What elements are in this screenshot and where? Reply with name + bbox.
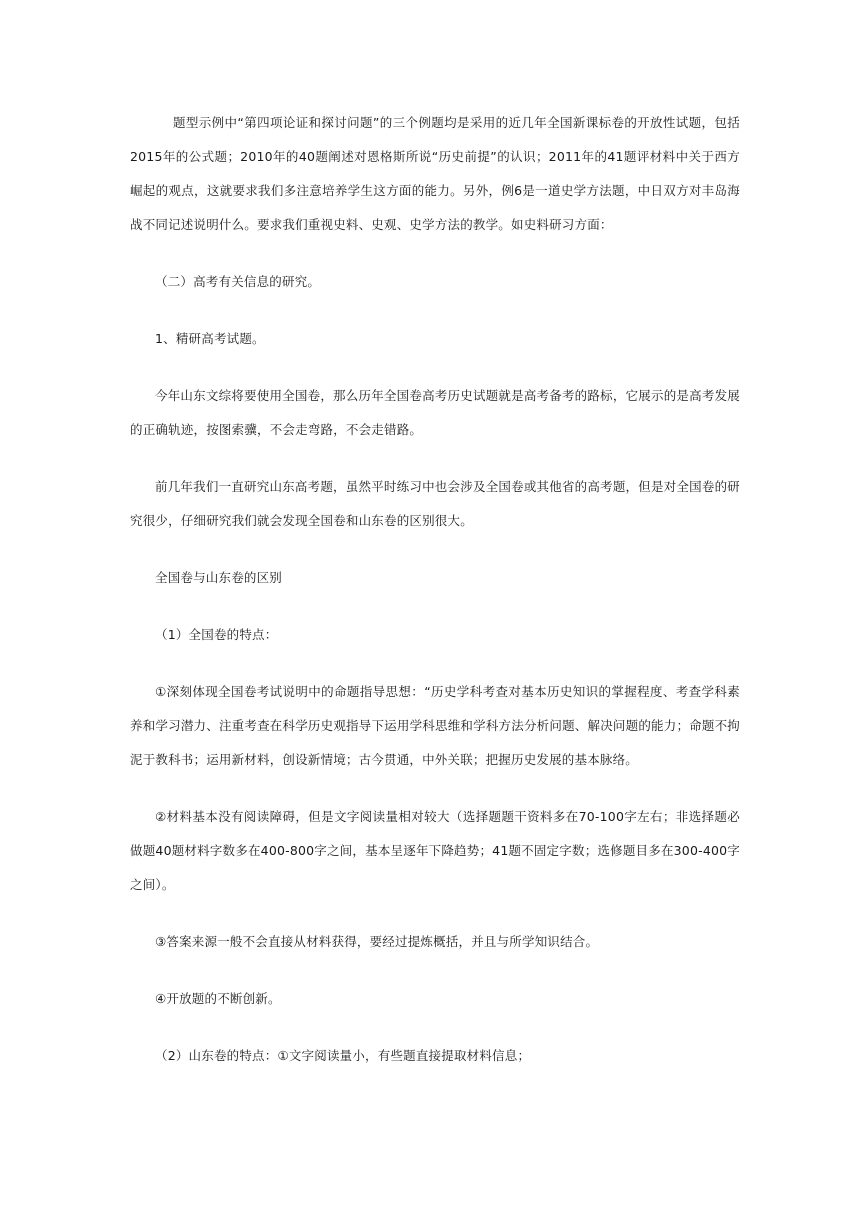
heading-item-one: 1、精研高考试题。	[155, 331, 265, 346]
paragraph-feature-two: ②材料基本没有阅读障碍，但是文字阅读量相对较大（选择题题干资料多在70-100字左右；非选择题必做题40题材料字数多在400-800字之间，基本呈逐年下降趋势；41题不固定字数；选修题目多在300-400字之间）。	[130, 809, 740, 892]
document-body	[130, 106, 740, 1073]
heading-section-two: （二）高考有关信息的研究。	[155, 274, 321, 289]
paragraph-feature-three: ③答案来源一般不会直接从材料获得，要经过提炼概括，并且与所学知识结合。	[155, 934, 599, 949]
paragraph-intro: 题型示例中“第四项论证和探讨问题”的三个例题均是采用的近几年全国新课标卷的开放性试题，包括2015年的公式题；2010年的40题阐述对恩格斯所说“历史前提”的认识；2011年的41题评材料中关于西方崛起的观点，这就要求我们多注意培养学生这方面的能力。另外，例6是一道史学方法题，中日双方对丰岛海战不同记述说明什么。要求我们重视史料、史观、史学方法的教学。如史料研习方面：	[130, 115, 740, 232]
heading-national-features: （1）全国卷的特点：	[155, 627, 278, 642]
heading-shandong-features: （2）山东卷的特点：①文字阅读量小，有些题直接提取材料信息；	[155, 1048, 531, 1063]
paragraph-feature-one: ①深刻体现全国卷考试说明中的命题指导思想：“历史学科考查对基本历史知识的掌握程度、考查学科素养和学习潜力、注重考查在科学历史观指导下运用学科思维和学科方法分析问题、解决问题的能力；命题不拘泥于教科书；运用新材料，创设新情境；古今贯通，中外关联；把握历史发展的基本脉络。	[130, 684, 740, 767]
paragraph-national-paper: 今年山东文综将要使用全国卷，那么历年全国卷高考历史试题就是高考备考的路标，它展示的是高考发展的正确轨迹，按图索骥，不会走弯路，不会走错路。	[130, 388, 740, 437]
paragraph-shandong-research: 前几年我们一直研究山东高考题，虽然平时练习中也会涉及全国卷或其他省的高考题，但是对全国卷的研究很少，仔细研究我们就会发现全国卷和山东卷的区别很大。	[130, 479, 740, 528]
heading-difference: 全国卷与山东卷的区别	[155, 570, 283, 585]
paragraph-feature-four: ④开放题的不断创新。	[155, 991, 281, 1006]
